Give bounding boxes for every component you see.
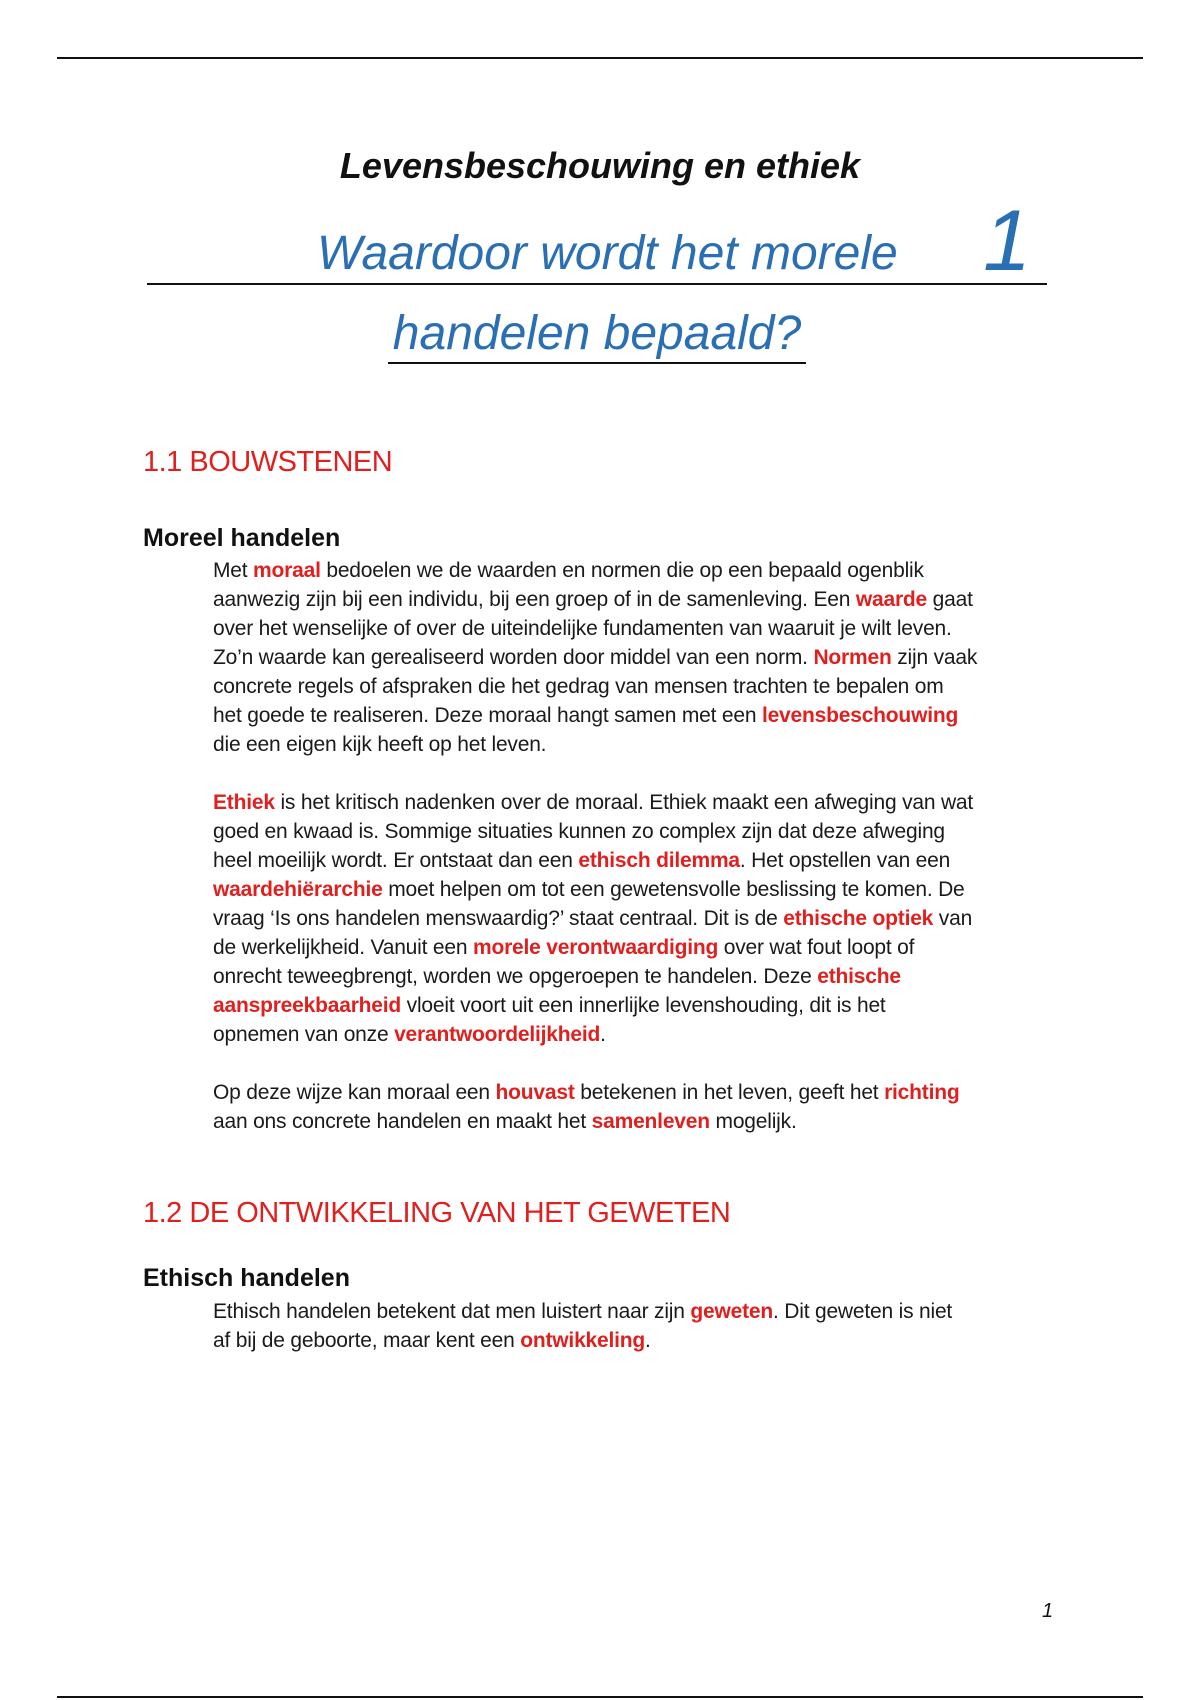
chapter-title-line2 (388, 307, 806, 364)
keyword-waarde: waarde (855, 588, 928, 611)
section-heading-geweten: 1.2 DE ONTWIKKELING VAN HET GEWETEN (143, 1197, 731, 1229)
subheading-ethisch-handelen: Ethisch handelen (143, 1264, 350, 1292)
keyword-ethiek: Ethiek (213, 791, 275, 814)
paragraph-ethiek: Ethiek is het kritisch nadenken over de moraal. Ethiek maakt een afweging van wat goed en kwaad is. Sommige situaties kunnen zo complex zijn dat deze afweging heel moeilijk wordt. Er ontstaat dan een ethisch dilemma. Het opstellen van een waardehiërarchie moet helpen om tot een gewetensvolle beslissing te komen. De vraag ‘Is ons handelen menswaardig?’ staat centraal. Dit is de ethische optiek van de werkelijkheid. Vanuit een morele verontwaardiging over wat fout loopt of onrecht teweegbrengt, worden we opgeroepen te handelen. Deze ethische aanspreekbaarheid vloeit voort uit een innerlijke levenshouding, dit is het opnemen van onze verantwoordelijkheid. (213, 791, 974, 1046)
keyword-houvast: houvast (495, 1081, 575, 1104)
keyword-samenleven: samenleven (591, 1110, 710, 1133)
header-rule (57, 57, 1143, 59)
paragraph-geweten: Ethisch handelen betekent dat men luistert naar zijn geweten. Dit geweten is niet af bij de geboorte, maar kent een ontwikkeling. (213, 1300, 953, 1352)
chapter-number: 1 (983, 193, 1031, 289)
footer-rule (57, 1696, 1143, 1698)
keyword-richting: richting (884, 1081, 960, 1104)
subheading-moreel-handelen: Moreel handelen (143, 524, 341, 552)
chapter-title-text-1: Waardoor wordt het morele (317, 227, 898, 280)
section-heading-bouwstenen: 1.1 BOUWSTENEN (143, 446, 393, 478)
keyword-levensbeschouwing: levensbeschouwing (761, 704, 959, 727)
keyword-aanspreekbaarheid: aanspreekbaarheid (213, 994, 402, 1017)
keyword-waardehierarchie: waardehiërarchie (213, 878, 383, 901)
paragraph-moraal: Met moraal bedoelen we de waarden en normen die op een bepaald ogenblik aanwezig zijn bij een individu, bij een groep of in de samenleving. Een waarde gaat over het wenselijke of over de uiteindelijke fundamenten van waaruit je wilt leven. Zo’n waarde kan gerealiseerd worden door middel van een norm. Normen zijn vaak concrete regels of afspraken die het gedrag van mensen trachten te bepalen om het goede te realiseren. Deze moraal hangt samen met een levensbeschouwing die een eigen kijk heeft op het leven. (213, 559, 978, 756)
keyword-ethisch-dilemma: ethisch dilemma (578, 849, 740, 872)
keyword-ontwikkeling: ontwikkeling (520, 1329, 646, 1352)
keyword-normen: Normen (813, 646, 892, 669)
keyword-ethische: ethische (817, 965, 901, 988)
book-title: Levensbeschouwing en ethiek (339, 145, 861, 186)
keyword-morele-verontwaardiging: morele verontwaardiging (472, 936, 719, 959)
keyword-ethische-optiek: ethische optiek (783, 907, 934, 930)
keyword-verantwoordelijkheid: verantwoordelijkheid (394, 1023, 601, 1046)
keyword-moraal: moraal (253, 559, 321, 582)
keyword-geweten: geweten (690, 1300, 773, 1323)
page-number: 1 (1042, 1600, 1054, 1622)
paragraph-houvast: Op deze wijze kan moraal een houvast betekenen in het leven, geeft het richting aan ons concrete handelen en maakt het samenleven mogelijk. (213, 1081, 960, 1133)
chapter-title-line1 (147, 193, 1047, 289)
chapter-title-text-2: handelen bepaald? (392, 307, 802, 360)
